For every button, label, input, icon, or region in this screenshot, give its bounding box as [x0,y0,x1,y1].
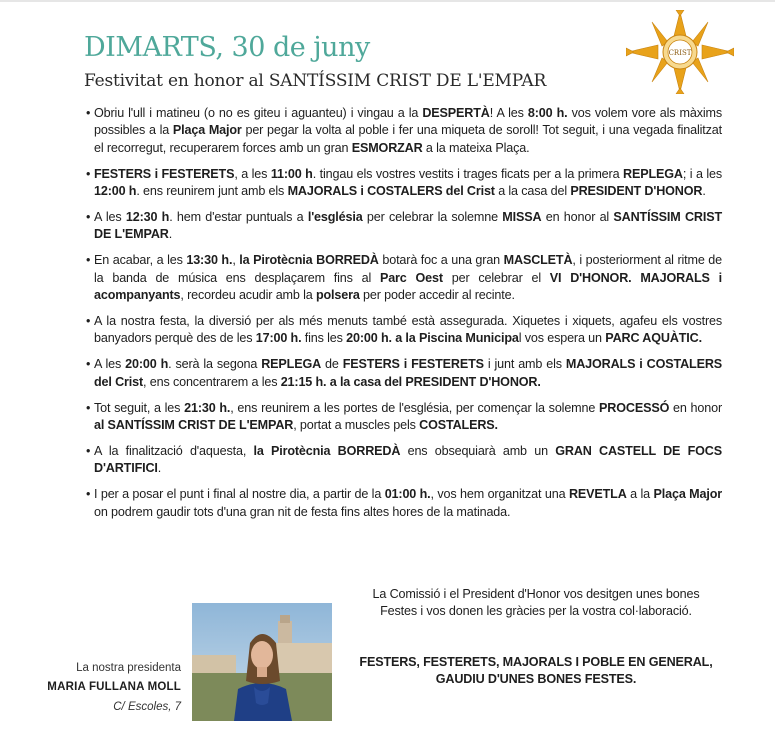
bullet-icon: • [86,357,91,372]
program-text: en honor [669,400,722,415]
program-text-bold: 20:00 h. a la Piscina Municipa [346,331,519,346]
program-text: , [232,253,240,268]
program-text: ; i a les [682,166,722,181]
program-text-bold: ESMORZAR [351,140,423,155]
program-text: l vos espera un [518,331,606,346]
program-text: En acabar, a les [94,253,187,268]
program-item [86,443,722,478]
program-text: de [321,357,343,372]
program-item [86,252,722,304]
program-text-bold: al SANTÍSSIM CRIST DE L'EMPAR [94,418,294,433]
program-item [86,400,722,435]
program-text-bold: Plaça Major [172,123,242,138]
program-text: , ens concentrarem a les [143,374,281,389]
program-text: , ens reunirem a les portes de l'església, per començar la solemne [230,400,600,415]
bullet-icon: • [86,487,91,502]
program-text-bold: l'església [307,210,363,225]
program-text-bold: SANTÍSSIM CRIST DE L'EMPAR [94,210,722,242]
program-text: . [157,461,162,476]
president-caption: La nostra presidenta [76,662,181,674]
program-text: , a les [234,166,271,181]
program-text-bold: 20:00 h [125,357,169,372]
program-text: . serà la segona [168,357,262,372]
program-text-bold: 13:30 h. [186,253,233,268]
program-item [86,105,722,157]
program-text: . tingau els vostres vestits i trages ficats per a la primera [312,166,623,181]
bullet-icon: • [86,253,91,268]
festival-subtitle: Festivitat en honor al SANTÍSSIM CRIST DE L'EMPAR [84,71,547,91]
program-text-bold: REVETLA [568,487,627,502]
program-text-bold: PROCESSÓ [599,400,670,415]
program-text-bold: 8:00 h. [527,106,568,120]
program-text-bold: COSTALERS. [419,418,498,433]
program-item [86,356,722,391]
program-text-bold: 21:15 h. a la casa del PRESIDENT D'HONOR. [280,374,541,389]
program-text-bold: FESTERS i FESTERETS [342,357,484,372]
program-text: i junt amb els [483,357,566,372]
program-text-bold: la Pirotècnia BORREDÀ [253,444,401,458]
program-text: I per a posar el punt i final al nostre dia, a partir de la [94,487,385,502]
program-text: , recordeu acudir amb la [180,288,316,303]
program-text-bold: 17:00 h. [255,331,302,346]
program-text-bold: polsera [315,288,360,303]
program-item [86,166,722,201]
program-text-bold: 12:00 h [94,184,137,199]
bullet-icon: • [86,400,91,415]
closing-message: La Comissió i el President d'Honor vos desitgen unes bones Festes i vos donen les gràcies per la vostra col·laboració. [372,587,700,619]
program-text-bold: MAJORALS i COSTALERS del Crist [287,184,495,199]
program-text-bold: PRESIDENT D'HONOR [570,184,703,199]
program-text: A la finalització d'aquesta, [94,444,254,458]
program-text: en honor al [541,210,614,225]
program-text: A les [94,210,126,225]
president-photo [192,603,332,721]
day-title: DIMARTS, 30 de juny [84,32,370,63]
program-text: , portat a muscles pels [293,418,420,433]
program-text: , vos hem organitzat una [430,487,569,502]
program-text: a la casa del [494,184,571,199]
program-text-bold: 21:30 h. [184,400,231,415]
program-text: , i posteriorment al ritme de la banda de música ens desplaçarem fins al [94,253,723,285]
program-text: a la mateixa Plaça. [422,140,530,155]
program-item [86,486,722,521]
program-text-bold: GRAN CASTELL DE FOCS D'ARTIFICI [94,444,722,476]
program-text-bold: DESPERTÀ [422,106,490,120]
program-text: ! A les [489,106,528,120]
bullet-icon: • [86,106,91,120]
president-address: C/ Escoles, 7 [113,701,181,713]
program-text: . hem d'estar puntuals a [169,210,308,225]
bullet-icon: • [86,444,91,458]
program-text-bold: Plaça Major [653,487,723,502]
program-text: A les [94,357,126,372]
program-text-bold: 11:00 h [270,166,313,181]
program-text: on podrem gaudir tots d'una gran nit de festa fins altes hores de la matinada. [94,504,511,519]
program-text-bold: PARC AQUÀTIC. [605,331,702,346]
emblem-text: CRIST [668,49,692,57]
program-text-bold: FESTERS i FESTERETS [94,166,235,181]
closing-slogan: FESTERS, FESTERETS, MAJORALS I POBLE EN GENERAL, GAUDIU D'UNES BONES FESTES. [359,655,713,687]
bullet-icon: • [86,314,91,329]
bullet-icon: • [86,166,91,181]
program-text: vos volem vore als màxims possibles a la [94,106,723,138]
program-text-bold: VI D'HONOR. MAJORALS i acompanyants [94,270,722,303]
program-text: per pegar la volta al poble i fer una miqueta de soroll! Tot seguit, i una vegada finalitzat el recorregut, recuperarem forces amb un gran [94,123,722,155]
program-text-bold: MASCLETÀ [503,253,573,268]
program-item [86,313,722,348]
program-text-bold: REPLEGA [261,357,322,372]
program-text: ens obsequiarà amb un [400,444,556,458]
program-text: a la [626,487,654,502]
program-text: Obriu l'ull i matineu (o no es giteu i aguanteu) i vingau a la [94,106,423,120]
program-text: fins les [301,331,347,346]
bullet-icon: • [86,210,91,225]
program-text: per poder accedir al recinte. [359,288,515,303]
program-item [86,209,722,244]
program-text: Tot seguit, a les [94,400,185,415]
program-text-bold: MAJORALS i COSTALERS del Crist [94,357,723,389]
program-text-bold: REPLEGA [623,166,683,181]
president-name: MARIA FULLANA MOLL [47,681,181,693]
program-list [86,105,722,530]
program-text-bold: MISSA [502,210,542,225]
program-text: per celebrar la solemne [362,210,503,225]
program-text: botarà foc a una gran [378,253,504,268]
cross-emblem-logo [626,10,734,94]
program-text: . ens reunirem junt amb els [136,184,288,199]
program-text-bold: Parc Oest [379,270,443,285]
program-text-bold: 01:00 h. [384,487,431,502]
program-text: A la nostra festa, la diversió per als més menuts també està assegurada. Xiquetes i xiquets, agafeu els vostres banyadors perquè des de les [94,314,722,346]
program-text: per celebrar el [442,270,550,285]
program-text-bold: la Pirotècnia BORREDÀ [239,253,379,268]
program-text: . [702,184,706,199]
program-text-bold: 12:30 h [125,210,170,225]
program-text: . [168,227,173,242]
